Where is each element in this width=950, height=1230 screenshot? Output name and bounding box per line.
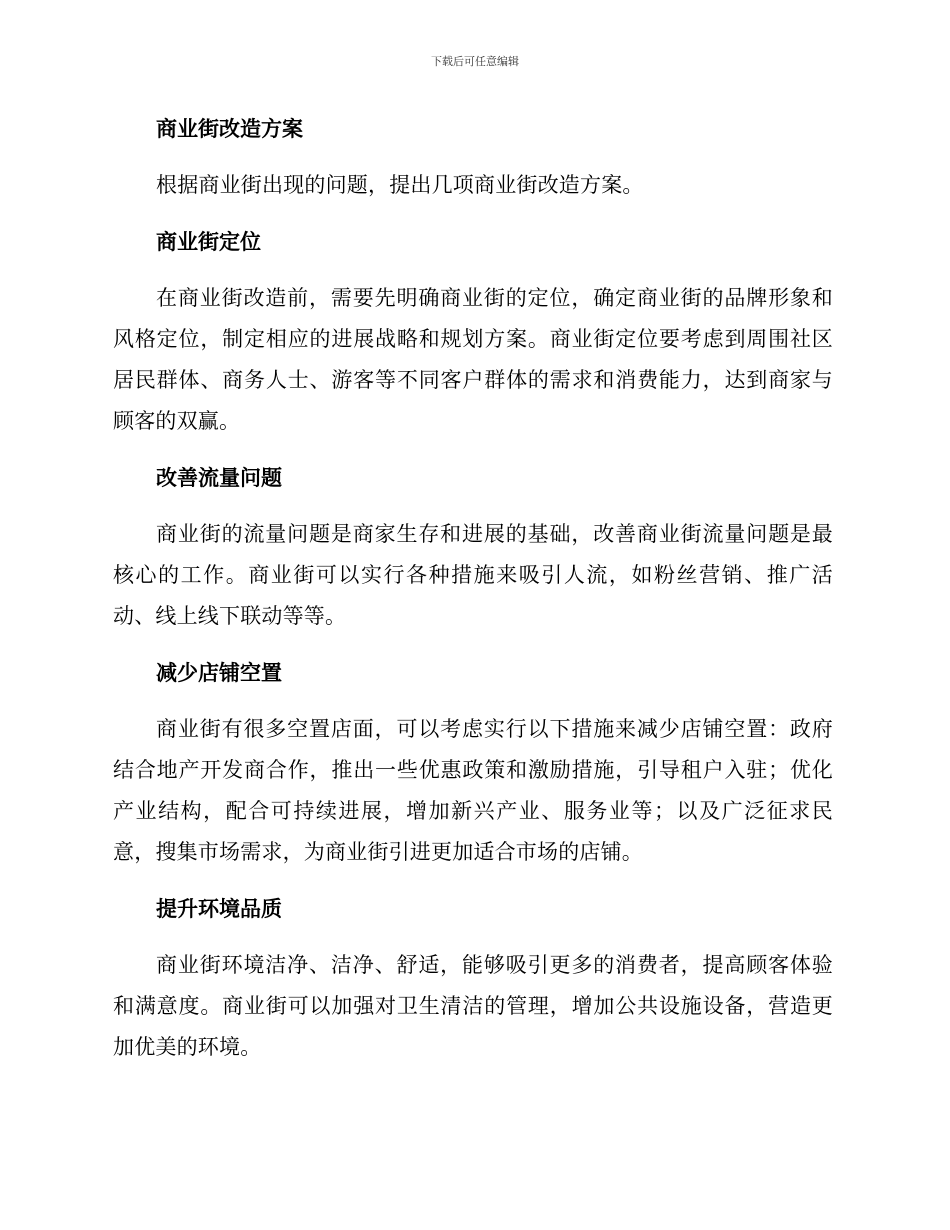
section-heading-positioning: 商业街定位 (156, 230, 261, 254)
section-body-traffic: 商业街的流量问题是商家生存和进展的基础，改善商业街流量问题是最核心的工作。商业街可以实行各种措施来吸引人流，如粉丝营销、推广活动、线上线下联动等等。 (113, 522, 833, 628)
document-title: 商业街改造方案 (156, 117, 303, 141)
intro-paragraph: 根据商业街出现的问题，提出几项商业街改造方案。 (156, 173, 644, 197)
section-heading-environment: 提升环境品质 (156, 897, 282, 921)
section-heading-traffic: 改善流量问题 (156, 466, 282, 490)
page-header: 下载后可任意编辑 (431, 55, 519, 68)
section-body-environment: 商业街环境洁净、洁净、舒适，能够吸引更多的消费者，提高顾客体验和满意度。商业街可以加强对卫生清洁的管理，增加公共设施设备，营造更加优美的环境。 (113, 953, 833, 1059)
section-body-positioning: 在商业街改造前，需要先明确商业街的定位，确定商业街的品牌形象和风格定位，制定相应的进展战略和规划方案。商业街定位要考虑到周围社区居民群体、商务人士、游客等不同客户群体的需求和消费能力，达到商家与顾客的双赢。 (113, 286, 833, 433)
document-body (113, 108, 833, 1083)
section-heading-vacancy: 减少店铺空置 (156, 661, 282, 685)
section-body-vacancy: 商业街有很多空置店面，可以考虑实行以下措施来减少店铺空置：政府结合地产开发商合作，推出一些优惠政策和激励措施，引导租户入驻；优化产业结构，配合可持续进展，增加新兴产业、服务业等；以及广泛征求民意，搜集市场需求，为商业街引进更加适合市场的店铺。 (113, 717, 833, 864)
